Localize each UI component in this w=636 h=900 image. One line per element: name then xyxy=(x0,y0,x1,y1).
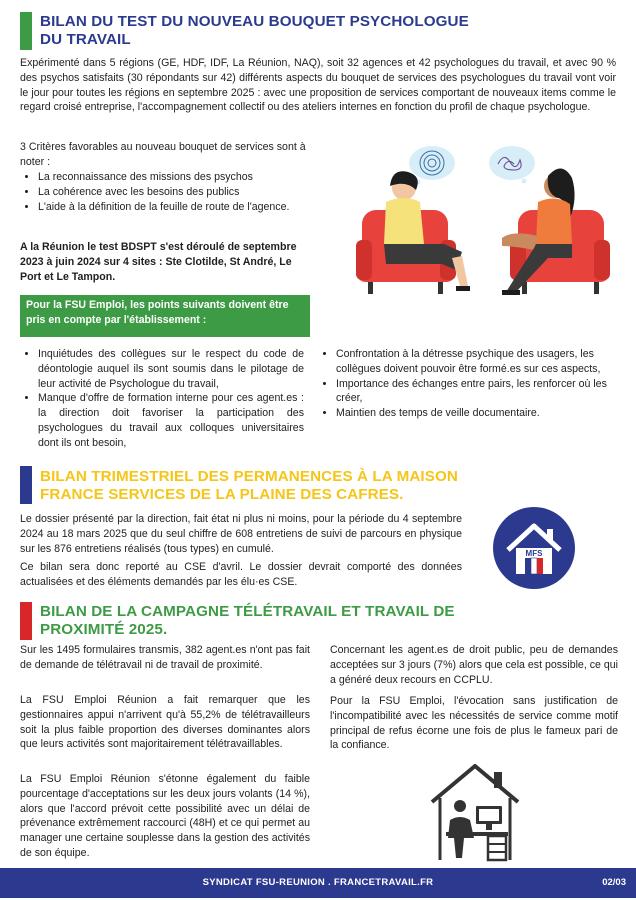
fsu-points-callout: Pour la FSU Emploi, les points suivants doivent être pris en compte par l'établissement : xyxy=(20,295,310,337)
section3-title xyxy=(40,603,455,639)
list-item: • Manque d'offre de formation interne pour ces agent.es : la direction doit favoriser la participation des psychologues du travail aux colloques universitaires dont ils ont besoin, xyxy=(38,391,304,450)
list-item: • La reconnaissance des missions des psychos xyxy=(38,170,310,185)
section3-accent-bar xyxy=(20,602,32,640)
section1-title-line1: BILAN DU TEST DU NOUVEAU BOUQUET PSYCHOLOGUE xyxy=(40,13,469,30)
footer-bar xyxy=(0,868,636,898)
section2-title-line1: BILAN TRIMESTRIEL DES PERMANENCES À LA MAISON xyxy=(40,468,458,485)
section2-paragraph1: Le dossier présenté par la direction, fait état ni plus ni moins, pour la période du 4 septembre 2024 au 18 mars 2025 que du seul chiffre de 608 entretiens de suivi de parcours en physique sur les 876 entretiens réalisés (tous types) en cumulé. xyxy=(20,513,462,555)
section3-title-line2: PROXIMITÉ 2025. xyxy=(40,621,168,638)
list-item: • Maintien des temps de veille documentaire. xyxy=(336,406,616,421)
section2-accent-bar xyxy=(20,466,32,504)
section3-title-line1: BILAN DE LA CAMPAGNE TÉLÉTRAVAIL ET TRAVAIL DE xyxy=(40,603,455,620)
section1-title xyxy=(40,13,469,49)
list-item: • Importance des échanges entre pairs, les renforcer où les créer, xyxy=(336,377,616,407)
logo-text: MFS xyxy=(525,549,543,558)
section3-right-paragraph2: Pour la FSU Emploi, l'évocation sans justification de l'incompatibilité avec les nécessités de service comme motif principal de refus écorne une fois de plus le fameux pari de la confiance. xyxy=(330,695,618,752)
reunion-test-text: A la Réunion le test BDSPT s'est déroulé de septembre 2023 à juin 2024 sur 4 sites : Ste Clotilde, St André, Le Port et Le Tampon. xyxy=(20,241,297,283)
section1-intro: Expérimenté dans 5 régions (GE, HDF, IDF, La Réunion, NAQ), soit 32 agences et 42 psychologues du travail, et avec 90 % des psychos satisfaits (30 répondants sur 42) différents aspects du bouquet de services des psychologues du travail vont voir le jour pour toutes les régions en septembre 2025 : avec une proposition de services comportant de nouveaux items comme le regard croisé entreprise, l'accompagnement collectif ou des ateliers internes en fonction du profil de chaque psychologue. xyxy=(20,57,616,114)
maison-france-services-logo xyxy=(492,506,576,590)
list-item: • L'aide à la définition de la feuille de route de l'agence. xyxy=(38,200,310,215)
section2-title-line2: FRANCE SERVICES DE LA PLAINE DES CAFRES. xyxy=(40,486,404,503)
fsu-points-right xyxy=(320,347,616,421)
list-item: • La cohérence avec les besoins des publics xyxy=(38,185,310,200)
criteria-list xyxy=(22,170,310,214)
list-item: • Inquiétudes des collègues sur le respect du code de déontologie auquel ils sont soumis dans le pilotage de leur activité de Psychologue du travail, xyxy=(38,347,304,391)
section3-left-paragraph3: La FSU Emploi Réunion s'étonne également du faible pourcentage d'acceptations sur les deux jours volants (14 %), alors que l'accord prévoit cette possibilité avec un délai de prévenance extrêmement raccourci (48H) et ce qui permet au manager une certaine souplesse dans la gestion des activités de son équipe. xyxy=(20,773,310,859)
section1-accent-bar xyxy=(20,12,32,50)
section1-title-line2: DU TRAVAIL xyxy=(40,31,131,48)
fsu-points-left xyxy=(22,347,304,451)
section3-left-paragraph1: Sur les 1495 formulaires transmis, 382 agent.es n'ont pas fait de demande de télétravail ni de travail de proximité. xyxy=(20,644,310,671)
section2-title xyxy=(40,468,458,504)
section3-right-paragraph1: Concernant les agent.es de droit public, peu de demandes acceptées sur 3 jours (7%) alors que cela est possible, ce qui a généré deux recours en CCPLU. xyxy=(330,644,618,686)
list-item: • Confrontation à la détresse psychique des usagers, les collègues doivent pouvoir être formé.es sur ces aspects, xyxy=(336,347,616,377)
section2-paragraph2: Ce bilan sera donc reporté au CSE d'avril. Le dossier devrait comporté des données actualisées et des éléments demandés par les élu·es CSE. xyxy=(20,561,462,588)
psychologist-session-illustration xyxy=(352,140,614,308)
footer-text: SYNDICAT FSU-REUNION . FRANCETRAVAIL.FR xyxy=(202,877,434,888)
criteria-intro: 3 Critères favorables au nouveau bouquet de services sont à noter : xyxy=(20,141,306,168)
page-number: 02/03 xyxy=(602,877,626,888)
section3-left-paragraph2: La FSU Emploi Réunion a fait remarquer que les gestionnaires appui n'arrivent qu'à 55,2% de télétravailleurs soit la plus faible proportion des diverses dominantes alors que leurs activités sont majoritairement télétravaillables. xyxy=(20,694,310,751)
home-office-icon xyxy=(426,762,524,862)
